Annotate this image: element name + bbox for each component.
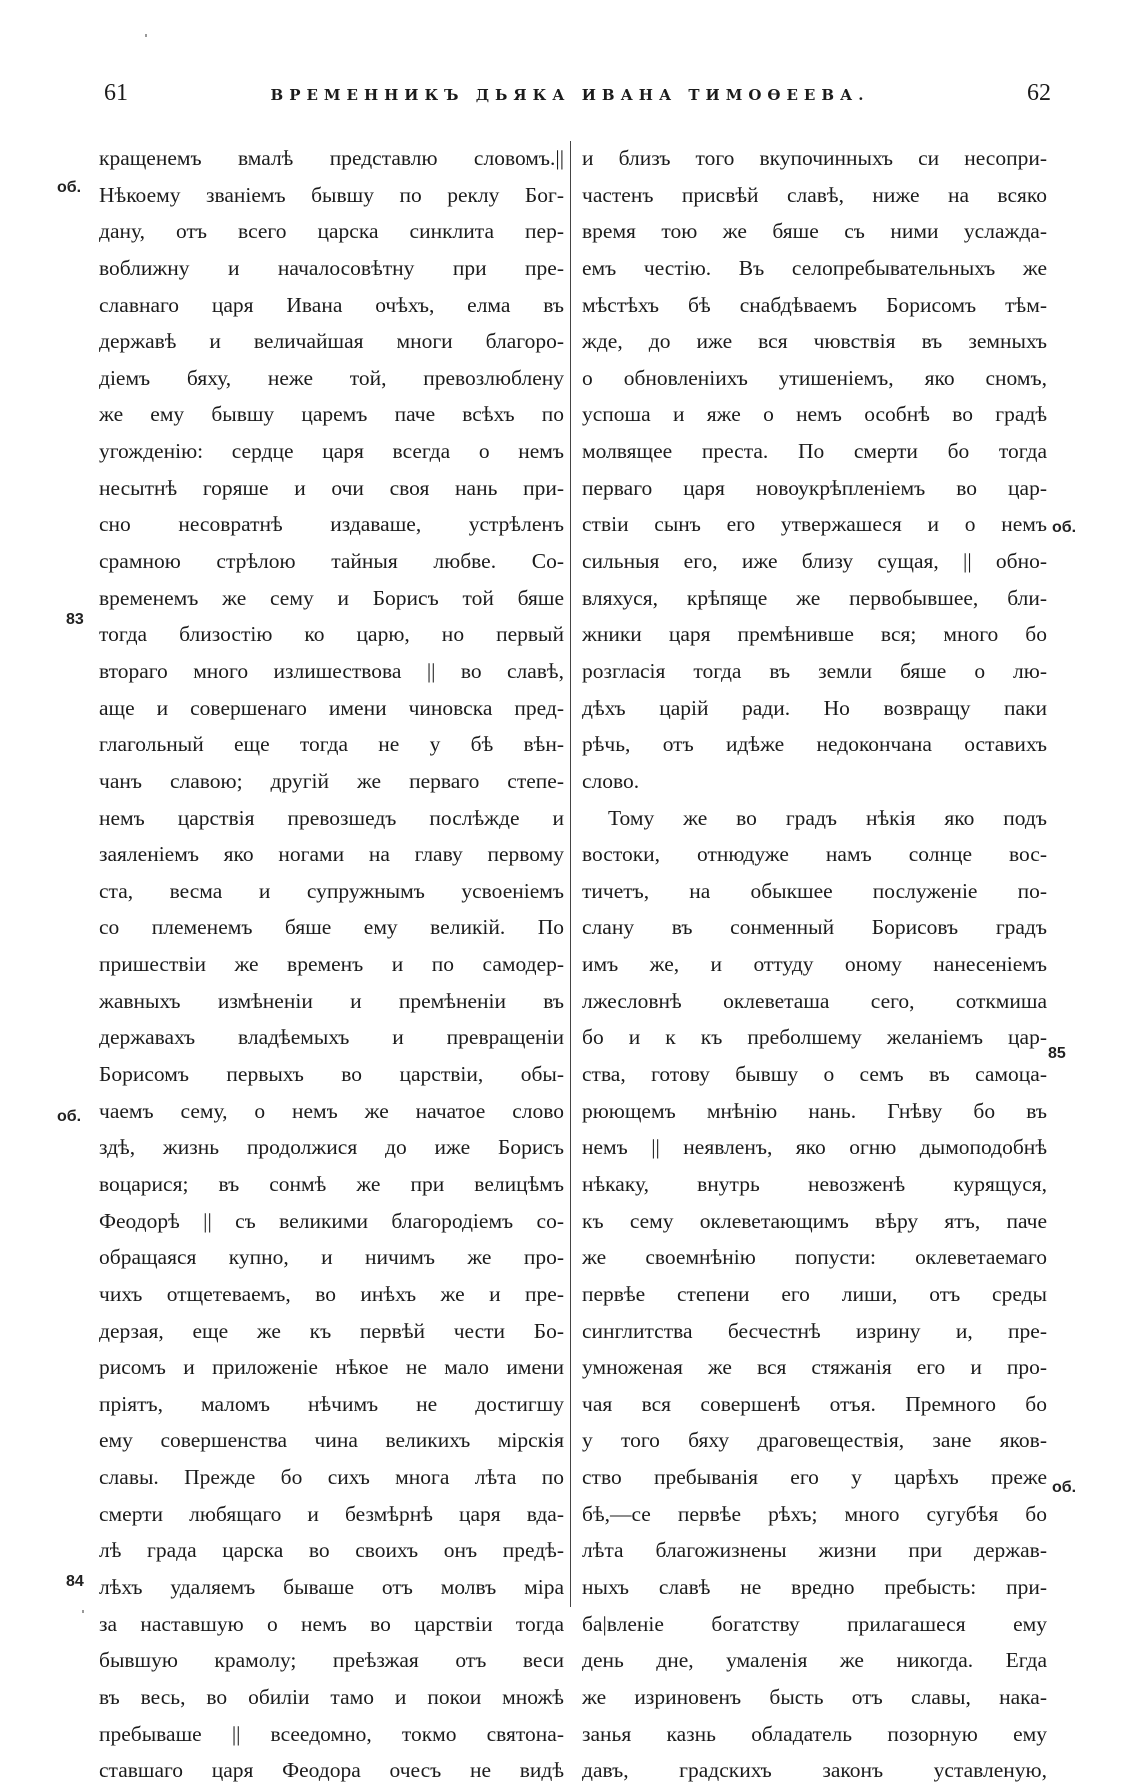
text-line: частенъ присвѣй славѣ, ниже на всяко	[582, 182, 1047, 207]
text-line: ныхъ славѣ не вредно пребысть: при-	[582, 1574, 1047, 1599]
text-line: рѣчь, отъ идѣже недокончана оставихъ	[582, 732, 1047, 757]
text-line: лѣта благожизнены жизни при держав-	[582, 1538, 1047, 1563]
text-line: вляхуся, крѣпяще же первобывшее, бли-	[582, 585, 1047, 610]
text-line: нѣкаку, внутрь невозженѣ курящуся,	[582, 1171, 1047, 1196]
text-line: давъ, градскихъ законъ уставленую,	[582, 1758, 1047, 1783]
text-line: розгласія тогда въ земли бяше о лю-	[582, 658, 1047, 683]
text-line: же своемнѣнію попусти: оклеветаемаго	[582, 1245, 1047, 1270]
text-line: сильныя его, иже близу сущая, || обно-	[582, 549, 1047, 574]
margin-note-ob: об.	[57, 179, 82, 196]
text-line: жники царя премѣнивше вся; много бо	[582, 622, 1047, 647]
text-line: чихъ отщетеваемъ, во инѣхъ же и пре-	[99, 1281, 564, 1306]
text-line: за наставшую о немъ во царствіи тогда	[99, 1611, 564, 1636]
text-line: Тому же во градъ нѣкія яко подъ	[608, 805, 1047, 830]
text-line: тичетъ, на обыкшее послуженіе по-	[582, 878, 1047, 903]
column-divider	[570, 141, 571, 1607]
text-line: временемъ же сему и Борисъ той бяше	[99, 585, 564, 610]
text-line: и близъ того вкупочинныхъ си несопри-	[582, 146, 1047, 170]
text-line: емъ честію. Въ селопребывательныхъ же	[582, 255, 1047, 280]
scan-speck	[82, 1610, 84, 1613]
text-line: перваго царя новоукрѣпленіемъ во цар-	[582, 475, 1047, 500]
text-line: здѣ, жизнь продолжися до иже Борисъ	[99, 1135, 564, 1160]
text-line: пришествіи же временъ и по самодер-	[99, 952, 564, 977]
text-line: рисомъ и приложеніе нѣкое не мало имени	[99, 1355, 564, 1380]
text-line: сно несовратнѣ издаваше, устрѣленъ	[99, 512, 564, 537]
text-line: діемъ бяху, неже той, превозлюблену	[99, 365, 564, 390]
text-line: синглитства бесчестнѣ изрину и, пре-	[582, 1318, 1047, 1343]
text-line: у того бяху драговеществія, зане яков-	[582, 1428, 1047, 1453]
text-line: чанъ славою; другій же перваго степе-	[99, 768, 564, 793]
text-line: имъ же, и оттуду оному нанесеніемъ	[582, 952, 1047, 977]
text-line: въ весь, во обиліи тамо и покои множѣ	[99, 1684, 564, 1709]
page-number-left: 61	[104, 80, 128, 106]
text-line: молвящее преста. По смерти бо тогда	[582, 439, 1047, 464]
margin-note-folio: 84	[66, 1573, 84, 1590]
running-title: ВРЕМЕННИКЪ ДЬЯКА ИВАНА ТИМОѲЕЕВА.	[270, 86, 870, 104]
text-line: жавныхъ измѣненіи и премѣненіи въ	[99, 988, 564, 1013]
text-line: пребываше || всеедомно, токмо святона-	[99, 1721, 564, 1746]
text-line: же ему бывшу царемъ паче всѣхъ по	[99, 402, 564, 427]
margin-note-folio: 85	[1048, 1045, 1066, 1062]
text-line: чая вся совершенѣ отъя. Премного бо	[582, 1391, 1047, 1416]
scan-speck	[145, 34, 147, 37]
text-column-left	[99, 140, 564, 1789]
text-line: кращенемъ вмалѣ представлю словомъ.||	[99, 146, 564, 170]
text-line: время тою же бяше съ ними услажда-	[582, 219, 1047, 244]
text-line: срамною стрѣлою тайныя любве. Со-	[99, 549, 564, 574]
text-line: державахъ владѣемыхъ и превращеніи	[99, 1025, 564, 1050]
text-line: со племенемъ бяше ему великій. По	[99, 915, 564, 940]
margin-note-ob: об.	[57, 1108, 82, 1125]
margin-note-ob: об.	[1052, 1479, 1077, 1496]
text-line: втораго много излишествова || во славѣ,	[99, 658, 564, 683]
margin-note-folio: 83	[66, 611, 84, 628]
text-line: ствіи сынъ его утвержашеся и о немъ	[582, 512, 1047, 537]
text-line: лѣхъ удаляемъ бываше отъ молвъ міра	[99, 1574, 564, 1599]
text-line: умноженая же вся стяжанія его и про-	[582, 1355, 1047, 1380]
text-line: чаемъ сему, о немъ же начатое слово	[99, 1098, 564, 1123]
text-line: глагольный еще тогда не у бѣ вѣн-	[99, 732, 564, 757]
text-line: бѣ,—се первѣе рѣхъ; много сугубѣя бо	[582, 1501, 1047, 1526]
text-line: дѣхъ царій ради. Но возвращу паки	[582, 695, 1047, 720]
text-line: обращаяся купно, и ничимъ же про-	[99, 1245, 564, 1270]
text-line: къ сему оклеветающимъ вѣру ятъ, паче	[582, 1208, 1047, 1233]
text-line: дану, отъ всего царска синклита пер-	[99, 219, 564, 244]
text-line: славнаго царя Ивана очѣхъ, елма въ	[99, 292, 564, 317]
text-line: мѣстѣхъ бѣ снабдѣваемъ Борисомъ тѣм-	[582, 292, 1047, 317]
text-line: ства, готову бывшу о семъ въ самоца-	[582, 1062, 1047, 1087]
text-line: слану въ сонменный Борисовъ градъ	[582, 915, 1047, 940]
margin-note-ob: об.	[1052, 519, 1077, 536]
text-line: бывшую крамолу; преѣзжая отъ веси	[99, 1648, 564, 1673]
text-line: жде, до иже вся чювствія въ земныхъ	[582, 329, 1047, 354]
text-line: державѣ и величайшая многи благоро-	[99, 329, 564, 354]
text-line: немъ царствія превозшедъ послѣжде и	[99, 805, 564, 830]
text-line: Феодорѣ || съ великими благородіемъ со-	[99, 1208, 564, 1233]
text-line: ста, весма и супружнымъ усвоеніемъ	[99, 878, 564, 903]
text-line: ба|вленіе богатству прилагашеся ему	[582, 1611, 1047, 1636]
text-line: лѣ града царска во своихъ онъ предѣ-	[99, 1538, 564, 1563]
text-line: смерти любящаго и безмѣрнѣ царя вда-	[99, 1501, 564, 1526]
text-line: угожденію: сердце царя всегда о немъ	[99, 439, 564, 464]
text-line: ему совершенства чина великихъ мірскія	[99, 1428, 564, 1453]
text-line: Нѣкоему званіемъ бывшу по реклу Бог-	[99, 182, 564, 207]
text-column-right	[582, 140, 1047, 1789]
text-line: ство пребыванія его у царѣхъ преже	[582, 1465, 1047, 1490]
text-line: бо и к къ преболшему желаніемъ цар-	[582, 1025, 1047, 1050]
text-line: немъ || неявленъ, яко огню дымоподобнѣ	[582, 1135, 1047, 1160]
text-line: заяленіемъ яко ногами на главу первому	[99, 842, 564, 867]
text-line: востоки, отнюдуже намъ солнце вос-	[582, 842, 1047, 867]
text-line: славы. Прежде бо сихъ многа лѣта по	[99, 1465, 564, 1490]
text-line: дерзая, еще же къ первѣй чести Бо-	[99, 1318, 564, 1343]
text-line: слово.	[582, 768, 640, 793]
text-line: день дне, умаленія же никогда. Егда	[582, 1648, 1047, 1673]
text-line: воцарися; въ сонмѣ же при велицѣмъ	[99, 1171, 564, 1196]
text-line: успоша и яже о немъ особнѣ во градѣ	[582, 402, 1047, 427]
text-line: лжесловнѣ оклеветаша сего, соткмиша	[582, 988, 1047, 1013]
text-line: занья казнь обладатель позорную ему	[582, 1721, 1047, 1746]
text-line: пріятъ, маломъ нѣчимъ не достигшу	[99, 1391, 564, 1416]
page-number-right: 62	[1027, 80, 1051, 106]
text-line: ставшаго царя Феодора очесъ не видѣ	[99, 1758, 564, 1783]
text-line: первѣе степени его лиши, отъ среды	[582, 1281, 1047, 1306]
text-line: Борисомъ первыхъ во царствіи, обы-	[99, 1062, 564, 1087]
text-line: же изриновенъ бысть отъ славы, нака-	[582, 1684, 1047, 1709]
text-line: воближну и началосовѣтну при пре-	[99, 255, 564, 280]
text-line: несытнѣ горяше и очи своя нань при-	[99, 475, 564, 500]
text-line: рюющемъ мнѣнію нань. Гнѣву бо въ	[582, 1098, 1047, 1123]
text-line: о обновленіихъ утишеніемъ, яко сномъ,	[582, 365, 1047, 390]
text-line: аще и совершенаго имени чиновска пред-	[99, 695, 564, 720]
text-line: тогда близостію ко царю, но первый	[99, 622, 564, 647]
